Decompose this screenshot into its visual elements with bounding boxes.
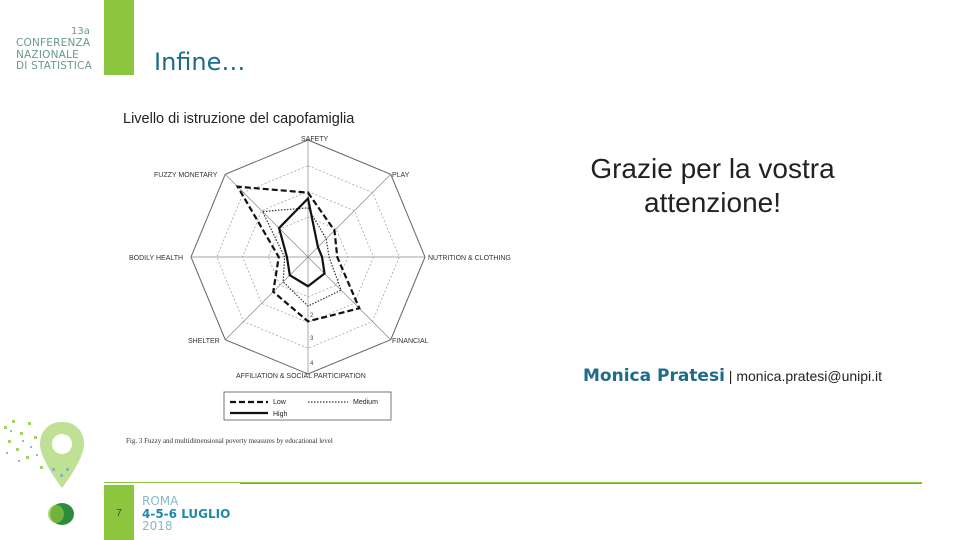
thanks-line-1: Grazie per la vostra [590,153,835,184]
event-city: ROMA [142,494,179,508]
radar-spoke-5 [225,257,308,340]
event-year: 2018 [142,519,173,533]
axis-label-0: SAFETY [301,136,329,143]
logo-line-2: NAZIONALE [16,48,79,61]
figure-subtitle: Livello di istruzione del capofamiglia [123,111,355,127]
thanks-message [560,152,865,220]
radar-chart [120,132,530,450]
legend-label-1: Medium [353,399,378,406]
logo-edition: 13a [71,26,90,37]
legend-label-0: Low [273,399,286,406]
legend-box [224,392,391,420]
footer-line-blue [240,483,922,484]
presenter-email: | monica.pratesi@unipi.it [724,368,883,384]
axis-label-6: BODILY HEALTH [129,255,184,262]
legend-label-2: High [273,411,288,418]
header-accent-bar [104,0,134,75]
presenter-contact [583,366,882,386]
axis-label-7: FUZZY MONETARY [154,172,218,179]
event-dates: 4-5-6 LUGLIO [142,506,231,521]
event-info [142,495,230,533]
logo-line-3: DI STATISTICA [16,60,92,72]
ring-label-2: 4 [310,361,314,367]
radar-figure [120,132,530,450]
slide-title: Infine… [154,48,246,76]
series-high [279,199,325,287]
radar-spoke-3 [308,257,391,340]
page-number: 7 [116,508,122,519]
axis-label-3: FINANCIAL [392,338,429,345]
ring-label-1: 3 [310,336,314,342]
axis-label-4: AFFILIATION & SOCIAL PARTICIPATION [236,373,366,380]
ring-label-0: 2 [310,313,314,319]
axis-label-5: SHELTER [188,338,220,345]
thanks-line-2: attenzione! [644,187,781,218]
figure-caption: Fig. 3 Fuzzy and multidimensional poverty measures by educational level [126,437,333,445]
presenter-name: Monica Pratesi [583,366,725,386]
location-pin-icon [0,410,100,535]
radar-spoke-1 [308,174,391,257]
axis-label-1: PLAY [392,172,410,179]
axis-label-2: NUTRITION & CLOTHING [428,255,511,262]
logo-line-1: CONFERENZA [16,37,91,49]
